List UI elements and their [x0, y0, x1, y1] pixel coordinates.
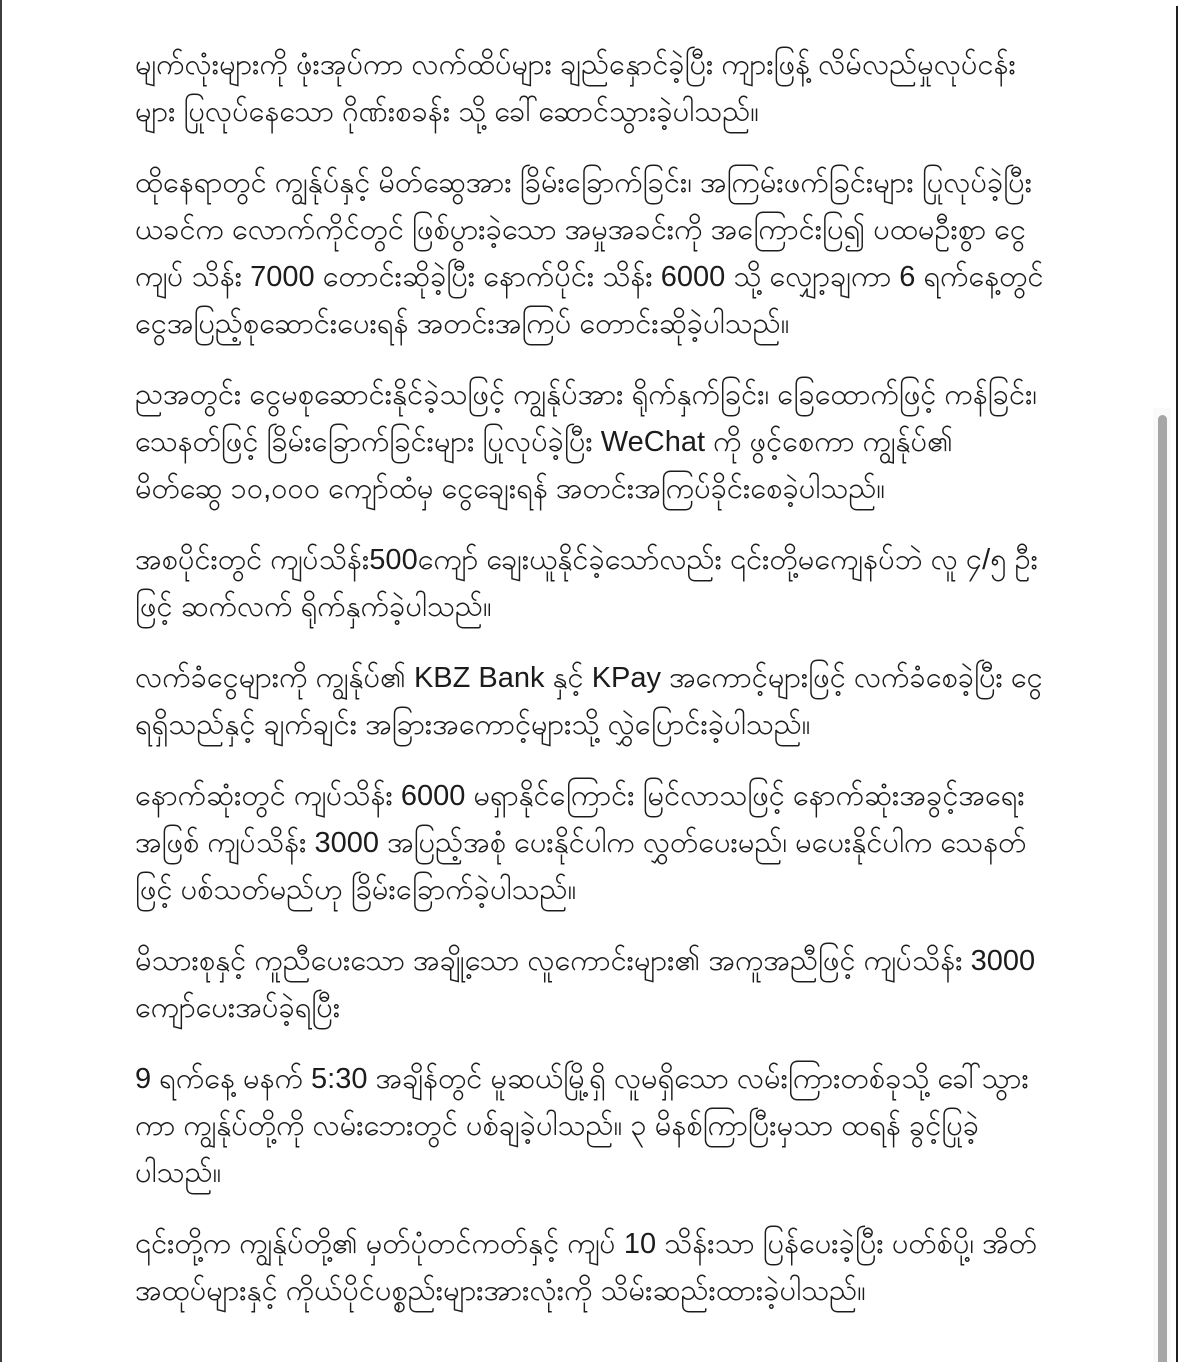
- paragraph-5: လက်ခံငွေများကို ကျွန်ုပ်၏ KBZ Bank နှင့် KPay အကောင့်များဖြင့် လက်ခံစေခဲ့ပြီး ငွေရရှိသည်နှင့် ချက်ချင်း အခြားအကောင့်များသို့ လွှဲပြောင်းခဲ့ပါသည်။: [135, 662, 1043, 741]
- scrollbar-track[interactable]: [1153, 408, 1171, 1362]
- document-content: [135, 42, 1047, 1339]
- window-right-edge-line: [1176, 6, 1178, 1362]
- scrollbar-thumb[interactable]: [1158, 415, 1167, 1362]
- paragraph-8: 9 ရက်နေ့ မနက် 5:30 အချိန်တွင် မူဆယ်မြို့ရှိ လူမရှိသော လမ်းကြားတစ်ခုသို့ ခေါ်သွားကာ ကျွန်ုပ်တို့ကို လမ်းဘေးတွင် ပစ်ချခဲ့ပါသည်။ ၃ မိနစ်ကြာပြီးမှသာ ထရန် ခွင့်ပြုခဲ့ပါသည်။: [135, 1063, 1029, 1189]
- paragraph-6: နောက်ဆုံးတွင် ကျပ်သိန်း 6000 မရှာနိုင်ကြောင်း မြင်လာသဖြင့် နောက်ဆုံးအခွင့်အရေးအဖြစ် ကျပ်သိန်း 3000 အပြည့်အစုံ ပေးနိုင်ပါက လွှတ်ပေးမည်၊ မပေးနိုင်ပါက သေနတ်ဖြင့် ပစ်သတ်မည်ဟု ခြိမ်းခြောက်ခဲ့ပါသည်။: [135, 780, 1027, 906]
- paragraph-9: ၎င်းတို့က ကျွန်ုပ်တို့၏ မှတ်ပုံတင်ကတ်နှင့် ကျပ် 10 သိန်းသာ ပြန်ပေးခဲ့ပြီး ပတ်စ်ပို့၊ အိတ်အထုပ်များနှင့် ကိုယ်ပိုင်ပစ္စည်းများအားလုံးကို သိမ်းဆည်းထားခဲ့ပါသည်။: [135, 1228, 1037, 1307]
- paragraph-1: မျက်လုံးများကို ဖုံးအုပ်ကာ လက်ထိပ်များ ချည်နှောင်ခဲ့ပြီး ကျားဖြန့် လိမ်လည်မှုလုပ်ငန်းများ ပြုလုပ်နေသော ဂိုဏ်းစခန်း သို့ ခေါ်ဆောင်သွားခဲ့ပါသည်။: [135, 49, 1016, 128]
- paragraph-7: မိသားစုနှင့် ကူညီပေးသော အချို့သော လူကောင်းများ၏ အကူအညီဖြင့် ကျပ်သိန်း 3000 ကျော်ပေးအပ်ခဲ့ရပြီး: [135, 945, 1036, 1024]
- paragraph-4: အစပိုင်းတွင် ကျပ်သိန်း500ကျော် ချေးယူနိုင်ခဲ့သော်လည်း ၎င်းတို့မကျေနပ်ဘဲ လူ ၄/၅ ဦးဖြင့် ဆက်လက် ရိုက်နှက်ခဲ့ပါသည်။: [135, 544, 1039, 623]
- page-left-edge-line: [0, 0, 2, 1362]
- paragraph-3: ညအတွင်း ငွေမစုဆောင်းနိုင်ခဲ့သဖြင့် ကျွန်ုပ်အား ရိုက်နှက်ခြင်း၊ ခြေထောက်ဖြင့် ကန်ခြင်း၊ သေနတ်ဖြင့် ခြိမ်းခြောက်ခြင်းများ ပြုလုပ်ခဲ့ပြီး WeChat ကို ဖွင့်စေကာ ကျွန်ုပ်၏ မိတ်ဆွေ ၁၀,၀၀၀ ကျော်ထံမှ ငွေချေးရန် အတင်းအကြပ်ခိုင်းစေခဲ့ပါသည်။: [135, 379, 1038, 505]
- paragraph-2: ထိုနေရာတွင် ကျွန်ုပ်နှင့် မိတ်ဆွေအား ခြိမ်းခြောက်ခြင်း၊ အကြမ်းဖက်ခြင်းများ ပြုလုပ်ခဲ့ပြီး ယခင်က လောက်ကိုင်တွင် ဖြစ်ပွားခဲ့သော အမှုအခင်းကို အကြောင်းပြ၍ ပထမဦးစွာ ငွေကျပ် သိန်း 7000 တောင်းဆိုခဲ့ပြီး နောက်ပိုင်း သိန်း 6000 သို့ လျှော့ချကာ 6 ရက်နေ့တွင် ငွေအပြည့်စုဆောင်းပေးရန် အတင်းအကြပ် တောင်းဆိုခဲ့ပါသည်။: [135, 167, 1044, 340]
